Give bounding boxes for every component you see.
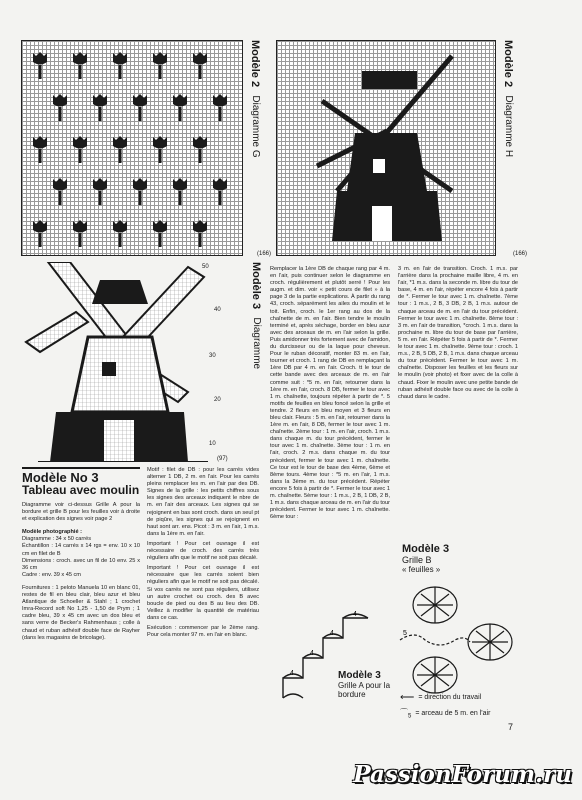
tulip-stem [99, 191, 102, 205]
tulip-stem [159, 233, 162, 247]
tulip-icon [193, 52, 207, 65]
tulip-stem [179, 191, 182, 205]
windmill-m3-pattern [18, 262, 218, 462]
legend-direction [400, 692, 520, 703]
tulip-icon [153, 136, 167, 149]
tulip-stem [39, 149, 42, 163]
grille-b-title: Grille B [402, 555, 432, 565]
tulip-icon [33, 136, 47, 149]
tulip-icon [193, 220, 207, 233]
tulip-stem [79, 65, 82, 79]
tulip-stem [59, 107, 62, 121]
tulip-icon [153, 220, 167, 233]
tulip-icon [113, 220, 127, 233]
watermark: PassionForum.ru [353, 761, 572, 788]
tulip-stem [39, 233, 42, 247]
m3-tick-40: 40 [214, 307, 221, 313]
instructions-continued: 3 m. en l'air de transition. Croch. 1 m.s. par l'arrière dans la prochaine maille libre, 4 m. en l'air, *1 m.s. dans la seconde m. libre du tour de base, 4 m. en l'air, répéter encore 4 fois à partir de *. Fermer le tour avec 1 m. chaînette. 7ème tour : 1 m.s., 2 B, 3 DB, 2 B, 1 m.s. autour de chaque arceau de m. en l'air du tour précédent. Fermer le tour avec 1 m. chaînette. 8ème tour : 3 m. en l'air de transition, *croch. 1 m.s. dans la prochaine m. libre du tour de base par l'arrière, 5 m. en l'air. Répéter 5 fois à partir de *. Fermer le tour avec 1 m. chaînette. 9ème tour : croch. 1 m.s., 2 B, 5 DB, 2 B, 1 m.s. dans chaque arceau du tour précédent. Fermer le tour avec 1 m. chaînette. Disposer les feuilles et les fleurs sur le moulin (voir photo) et fixer avec de la colle à chaud. Fixer le moulin avec une petite bande de ruban adhésif double face ou avec de la colle à chaud dans le cadre. [398, 266, 518, 400]
supplies: Fournitures : 1 peloto Manuela 10 en blanc 01, restes de fil en bleu clair, bleu azur et bleu Atlantique de Schoeller & Stahl ; 1 crochet Imra-Record soft No 1,25 - 1,50 de Prym ; 1 cadre bleu, 39 x 45 cm avec un dos bleu et sans verre de Becker's Rahmenhaus ; colle à chaud et ruban adhésif double face de Rayher (dans les magasins de bricolage). [22, 584, 140, 641]
tulip-icon [173, 178, 187, 191]
windmill-h-pattern [277, 41, 495, 255]
tulip-stem [219, 191, 222, 205]
diagram-g-count: (166) [257, 251, 272, 257]
tulip-icon [73, 136, 87, 149]
grille-b-stitch: 5 [403, 630, 407, 637]
m3-count: (97) [217, 456, 228, 462]
tulip-icon [93, 178, 107, 191]
tulip-stem [139, 107, 142, 121]
tulip-stem [119, 233, 122, 247]
grille-b-diagram [395, 580, 525, 700]
tulip-icon [73, 52, 87, 65]
tulip-stem [39, 65, 42, 79]
windmill-m3-diagram [18, 262, 218, 462]
diagram-g-grid [21, 40, 243, 256]
article-col-1 [22, 467, 140, 642]
m3-tick-10: 10 [209, 441, 216, 447]
tulip-icon [113, 52, 127, 65]
tulip-stem [159, 149, 162, 163]
tulip-icon [113, 136, 127, 149]
tulip-stem [199, 233, 202, 247]
tulip-stem [119, 65, 122, 79]
tulip-icon [213, 94, 227, 107]
tulip-stem [79, 233, 82, 247]
tulip-icon [133, 94, 147, 107]
tulip-stem [219, 107, 222, 121]
arc-icon: $⌒_5$ [400, 708, 412, 720]
tulip-stem [79, 149, 82, 163]
important-paragraph: Important ! Pour cet ouvrage il est nécessaire de croch. des carrés très réguliers afin que le motif ne soit pas décalé. [147, 540, 259, 562]
diagram-h-count: (166) [513, 251, 528, 257]
diagram-h-label [502, 40, 514, 157]
grille-b-caption: « feuilles » [402, 565, 441, 574]
photo-line: Échantillon : 14 carrés x 14 rgs = env. 10 x 10 cm en filet de B [22, 543, 140, 557]
important-paragraph: Important ! Pour cet ouvrage il est nécessaire que les carrés soient bien réguliers afin que le motif ne soit pas décalé. Si vos carrés ne sont pas réguliers, utilisez un autre crochet ou croch. des B avec boucle de pied ou des B au lieu des DB. Veillez à modifier la quantité de matériau dans ce cas. [147, 565, 259, 621]
article-subtitle: Tableau avec moulin [22, 483, 140, 497]
tulip-icon [33, 220, 47, 233]
tulip-pattern [22, 41, 242, 255]
diagram-h-model: Modèle 2 [502, 40, 514, 88]
diagram-m3-label [250, 262, 262, 369]
tulip-stem [159, 65, 162, 79]
tulip-stem [59, 191, 62, 205]
legend-arc [400, 707, 520, 720]
article-title: Modèle No 3 [22, 467, 140, 484]
tulip-icon [213, 178, 227, 191]
legend-arc-text: = arceau de 5 m. en l'air [415, 709, 491, 717]
tulip-icon [153, 52, 167, 65]
grille-a-title: Grille A pour la bordure [338, 681, 391, 699]
diagram-g-label [249, 40, 261, 158]
legend [400, 692, 520, 720]
diagram-h-title: Diagramme H [503, 95, 514, 158]
photo-line: Cadre : env. 39 x 45 cm [22, 571, 81, 578]
grille-a-stitch: 4 [353, 611, 357, 618]
execution-paragraph: Exécution : commencer par le 2ème rang. Pour cela monter 97 m. en l'air en blanc. [147, 624, 259, 639]
tulip-stem [179, 107, 182, 121]
grille-a-stitch: 4 [330, 630, 334, 637]
article-col-3 [270, 266, 390, 524]
grille-b-model: Modèle 3 [402, 543, 450, 555]
photo-heading: Modèle photographié : [22, 529, 82, 536]
m3-tick-20: 20 [214, 397, 221, 403]
page-number: 7 [508, 722, 514, 732]
motif-paragraph: Motif : filet de DB : pour les carrés vides alterner 1 DB, 2 m. en l'air. Pour les carrés pleins remplacer les m. en l'air par des DB. Signes de la grille : les petits chiffres sous les signes des arceaux indiquent le nbre de m. en l'air des arceaux. Les signes qui se rejoignent en bas sont croch. dans un seul pt de piqûre, les signes qui se rejoignent en haut sont arr. ens. Picot : 3 m. en l'air, 1 m.s. dans la 1ère m. en l'air. [147, 467, 259, 537]
grille-a-stitch: 4 [310, 650, 314, 657]
arrow-icon: ⟵ [400, 692, 415, 703]
diagram-h-grid [276, 40, 496, 256]
legend-direction-text: = direction du travail [418, 694, 482, 701]
photo-line: Diagramme : 34 x 50 carrés [22, 536, 92, 543]
legend-arc-num: 5 [408, 713, 412, 720]
tulip-icon [33, 52, 47, 65]
tulip-stem [139, 191, 142, 205]
tulip-icon [73, 220, 87, 233]
tulip-icon [173, 94, 187, 107]
tulip-icon [193, 136, 207, 149]
article-intro: Diagramme voir ci-dessus Grille A pour la bordure et grille B pour les feuilles voir à droite et explication des signes voir page 2 [22, 502, 140, 523]
article-col-2 [147, 467, 259, 642]
tulip-stem [119, 149, 122, 163]
tulip-icon [53, 178, 67, 191]
grille-b-label [402, 543, 449, 574]
tulip-icon [53, 94, 67, 107]
diagram-g-title: Diagramme G [250, 95, 261, 158]
photo-line: Dimensions : croch. avec un fil de 10 env. 25 x 36 cm [22, 557, 140, 571]
tulip-stem [199, 65, 202, 79]
instructions-paragraph: Remplacer la 1ère DB de chaque rang par 4 m. en l'air, puis continuer selon le diagramme en croch. régulièrement et plutôt serré ! Pour les augm. et dim. voir « petit cours de filet » à la page 3 de la partie explications. À partir du rang 43, croch. séparément les ailes du moulin et le toit. Enfin, croch. le 1er rang au dos de la chaînette de m. en l'air. Bien tendre le moulin terminé et, après séchage, border en bleu azur avec des arceaux de m. en l'air selon la grille. Puis amidonner très fortement avec de l'amidon, du durcisseur ou de la laque pour cheveux. Pour le ruban décoratif, monter 83 m. en l'air, tourner et croch. 1 rang de DB en remplaçant la 1ère DB par 4 m. en l'air. Croch. tt le tour de cette bande avec des arceaux de m. en l'air comme suit : *5 m. en l'air, retourner dans la 1ère m. en l'air, croch. 8 DB, fermer le tour avec 1 m. chaînette, toujours répéter à partir de *. 5 motifs de feuilles en bleu foncé selon la grille et tendre. 2 fleurs en bleu moyen et 3 fleurs en bleu clair. Fleurs : 5 m. en l'air, retourner dans la 1ère m. en l'air, 8 DB, fermer le tour avec 1 m. chaînette. 2ème tour : 1 m. en l'air, croch. 1 m.s. dans chaque m. du tour précédent, fermer le tour avec 1 m. chaînette. 3ème tour : 1 m. en l'air, croch. 2 m.s. dans chaque m. du tour précédent, fermer le tour avec 1 m. chaînette. Ce tour est le tour de base des 4ème, 6ème et 8ème tours. 4ème tour : *5 m. en l'air, 1 m.s. dans la 3ème m. du tour précédent. Répéter encore 5 fois à partir de *. Fermer le tour avec 1 m. chaînette. 5ème tour : 1 m.s., 2 B, 1 DB, 2 B, 1 m.s. dans chaque arceau de m. en l'air du tour précédent. Fermer le tour avec 1 m. chaînette. 6ème tour : [270, 266, 390, 521]
diagram-g-model: Modèle 2 [249, 40, 261, 88]
article-col-4 [398, 266, 518, 404]
tulip-icon [93, 94, 107, 107]
grille-a-label [338, 670, 398, 699]
tulip-icon [133, 178, 147, 191]
tulip-stem [99, 107, 102, 121]
diagram-m3-title: Diagramme [251, 317, 262, 370]
diagram-m3-model: Modèle 3 [250, 262, 262, 310]
m3-tick-50: 50 [202, 264, 209, 270]
grille-a-stitch: 4 [290, 670, 294, 677]
grille-a-model: Modèle 3 [338, 670, 381, 681]
m3-tick-30: 30 [209, 353, 216, 359]
tulip-stem [199, 149, 202, 163]
